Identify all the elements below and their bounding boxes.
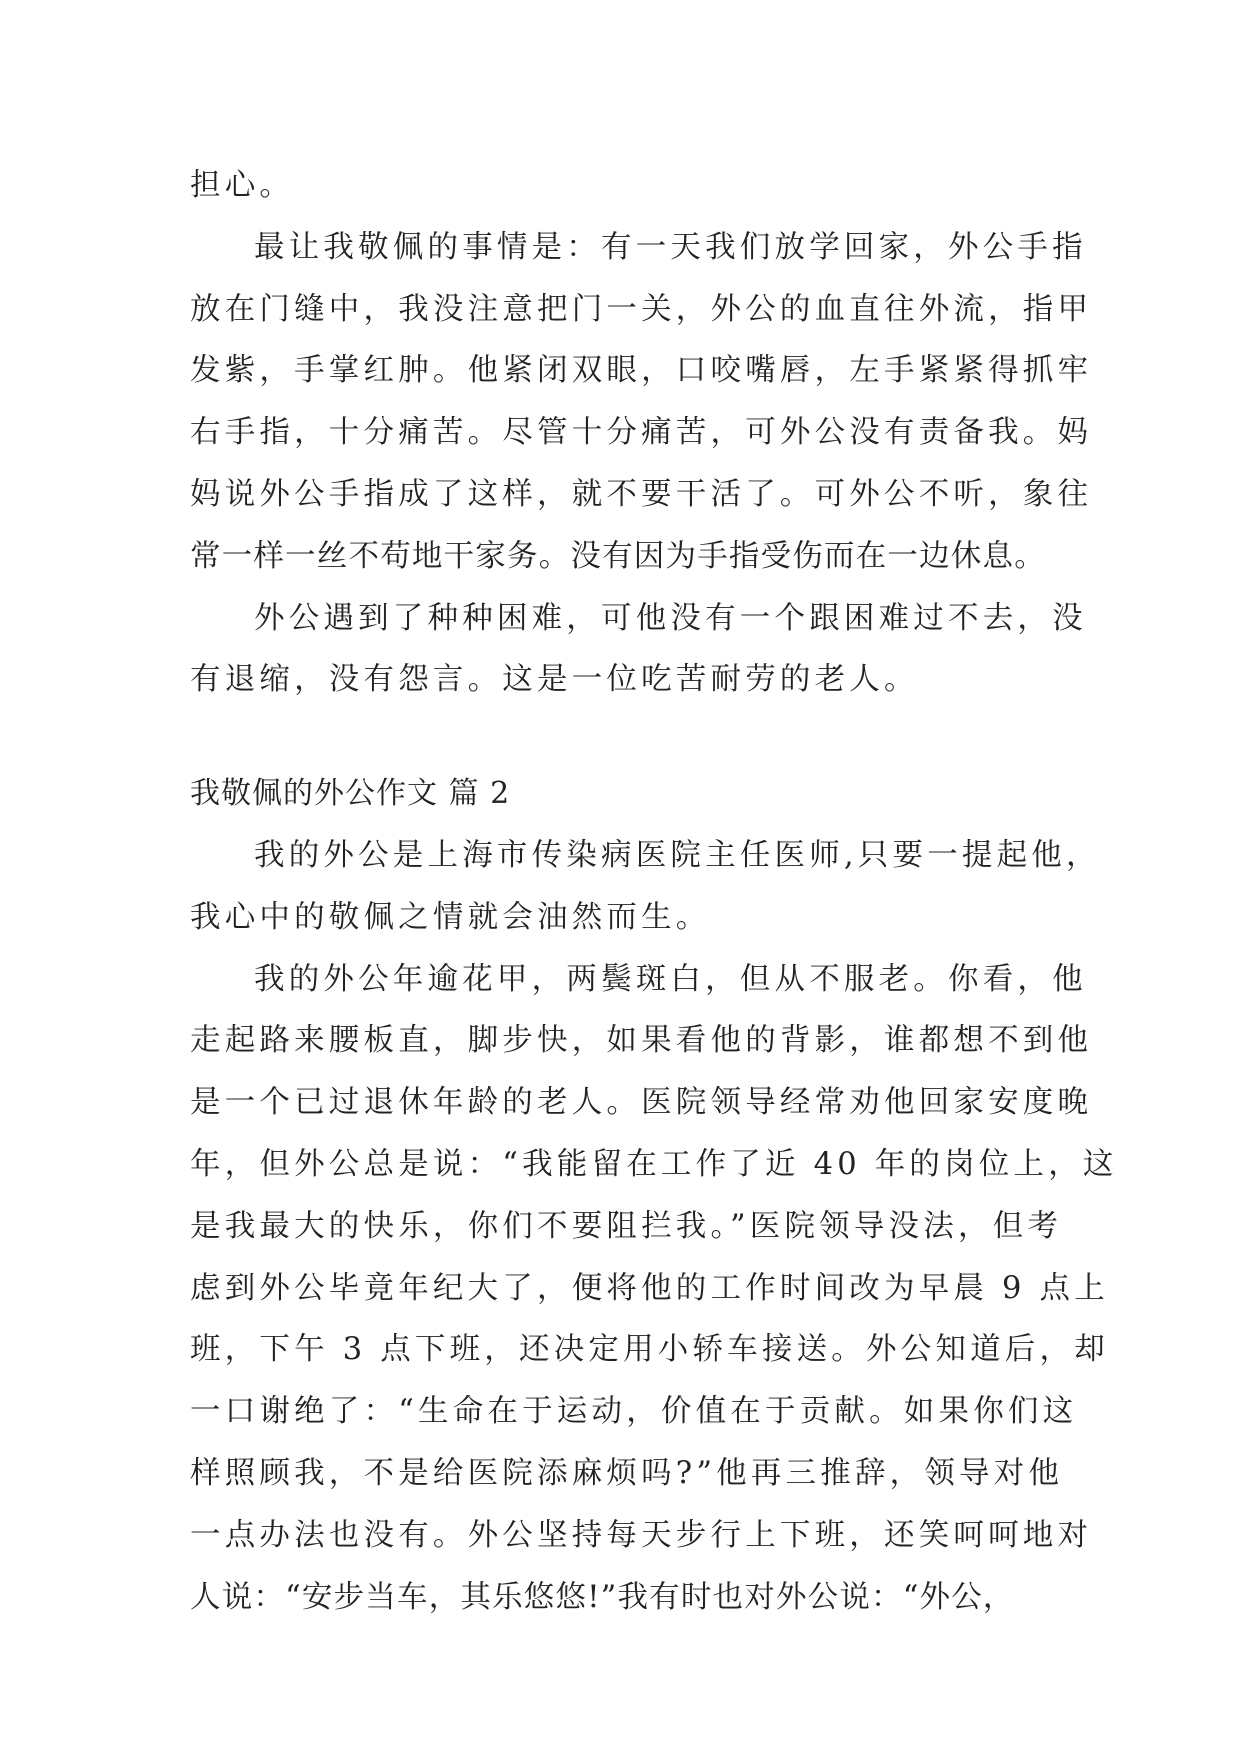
section-heading: 我敬佩的外公作文 篇 2 — [190, 776, 511, 812]
paragraph-line: 走起路来腰板直，脚步快，如果看他的背影，谁都想不到他 — [190, 1023, 1093, 1059]
paragraph-line: 是我最大的快乐，你们不要阻拦我。”医院领导没法，但考 — [190, 1208, 1063, 1244]
paragraph-line: 最让我敬佩的事情是：有一天我们放学回家，外公手指 — [254, 229, 1087, 265]
document-body — [190, 155, 1118, 1628]
paragraph-line: 妈说外公手指成了这样，就不要干活了。可外公不听，象往 — [190, 476, 1093, 512]
paragraph-line: 担心。 — [190, 168, 295, 203]
paragraph-line: 右手指，十分痛苦。尽管十分痛苦，可外公没有责备我。妈 — [190, 415, 1093, 451]
paragraph-line: 样照顾我，不是给医院添麻烦吗?”他再三推辞，领导对他 — [190, 1455, 1064, 1491]
paragraph-line: 外公遇到了种种困难，可他没有一个跟困难过不去，没 — [254, 600, 1087, 636]
paragraph-line: 常一样一丝不苟地干家务。没有因为手指受伤而在一边休息。 — [190, 538, 1046, 574]
paragraph-line: 放在门缝中，我没注意把门一关，外公的血直往外流，指甲 — [190, 291, 1093, 327]
paragraph-line: 班，下午 3 点下班，还决定用小轿车接送。外公知道后，却 — [190, 1332, 1109, 1368]
paragraph-line: 我的外公是上海市传染病医院主任医师,只要一提起他， — [254, 837, 1101, 873]
paragraph-line: 发紫，手掌红肿。他紧闭双眼，口咬嘴唇，左手紧紧得抓牢 — [190, 353, 1093, 389]
paragraph-line: 是一个已过退休年龄的老人。医院领导经常劝他回家安度晚 — [190, 1085, 1093, 1121]
paragraph-line: 一点办法也没有。外公坚持每天步行上下班，还笑呵呵地对 — [190, 1517, 1093, 1553]
paragraph-line: 虑到外公毕竟年纪大了，便将他的工作时间改为早晨 9 点上 — [190, 1270, 1109, 1306]
section-gap — [190, 711, 1060, 763]
paragraph-line: 一口谢绝了：“生命在于运动，价值在于贡献。如果你们这 — [190, 1394, 1078, 1430]
paragraph-line: 我的外公年逾花甲，两鬓斑白，但从不服老。你看，他 — [254, 961, 1087, 997]
paragraph-line: 我心中的敬佩之情就会油然而生。 — [190, 899, 711, 935]
paragraph-line: 有退缩，没有怨言。这是一位吃苦耐劳的老人。 — [190, 662, 919, 698]
paragraph-line: 年，但外公总是说：“我能留在工作了近 40 年的岗位上，这 — [190, 1146, 1118, 1182]
paragraph-line: 人说：“安步当车，其乐悠悠!”我有时也对外公说：“外公， — [190, 1579, 1015, 1615]
